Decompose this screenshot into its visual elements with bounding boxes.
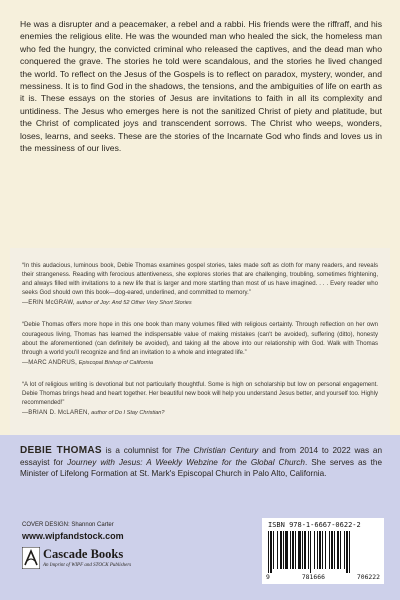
endorsement-quote: “A lot of religious writing is devotional but not particularly thoughtful. Some is high on scholarship but low on personal engagement. Debie Thomas brings head and heart together. Her beautiful new book will help you understand Jesus better, and yourself too. Highly recommended!” — [22, 381, 378, 407]
endorsement-quote: “In this audacious, luminous book, Debie Thomas examines gospel stories, tales made soft as cloth for many readers, and reveals their strangeness. Reading with ferocious attentiveness, she explores stories that are challenging, troubling, sometimes frightening, and always filled with invitations to a new life that is larger and more startling than most of us have imagined. . . . Every reader who seeks God should own this book—dog-eared, underlined, and committed to memory.” — [22, 263, 378, 297]
bio-publication: Journey with Jesus: A Weekly Webzine for the Global Church — [67, 457, 305, 467]
bio-text: is a columnist for — [101, 446, 176, 455]
barcode-bar — [340, 531, 341, 569]
barcode-bar — [268, 531, 269, 573]
barcode-bar — [304, 531, 306, 569]
author-bio — [20, 445, 382, 480]
endorsement-attribution — [22, 359, 378, 368]
barcode-bar — [346, 531, 348, 573]
barcode-bar — [280, 531, 282, 569]
endorsement-attribution — [22, 299, 378, 308]
cover-design-credit: COVER DESIGN: Shannon Carter — [22, 522, 114, 528]
barcode-bar — [349, 531, 350, 573]
barcode-bar — [337, 531, 339, 569]
barcode-bar — [308, 531, 309, 569]
barcode-bar — [331, 531, 333, 569]
endorsement-quote: “Debie Thomas offers more hope in this one book than many volumes filled with religious certainty. Through reflection on her own courageous living, Thomas has learned the indispensable value of making mistakes (can't be avoided), suffering (ditto), honesty about the aforementioned (can definitely be avoided), and taking all the above into our relationship with God. Walk with Thomas through a world you'll recognize and find an invitation to a whole and integrated life.” — [22, 322, 378, 356]
barcode-digit-group: 706222 — [356, 573, 380, 581]
book-summary: He was a disrupter and a peacemaker, a rebel and a rabbi. His friends were the riffraff, and his enemies the religious elite. He was the wounded man who healed the sick, the homeless man who fed the hungry, the convicted criminal who released the captives, and the dead man who conquered the grave. The stories he told were scandalous, and the stories he lived changed the world. To reflect on the Jesus of the Gospels is to reflect on paradox, mystery, wonder, and messiness. It is to find God in the shadows, the tensions, and the ambiguities of life on earth as it is. These essays on the stories of Jesus are invitations to faith in all its complexity and untidiness. The Jesus who emerges here is not the sanitized Christ of piety and platitude, but the Christ of complicated joys and transcendent sorrows. The Christ who weeps, wonders, loses, learns, and seeks. These are the stories of the Incarnate God who finds and loves us in the messiness of our lives. — [20, 19, 382, 154]
barcode-bar — [322, 531, 323, 569]
endorser-name: —MARC ANDRUS, — [22, 359, 78, 366]
barcode-bar — [317, 531, 318, 569]
publisher-name: Cascade Books — [43, 547, 124, 561]
barcode-digit-group: 9 — [266, 573, 270, 581]
author-name: DEBIE THOMAS — [20, 445, 102, 456]
endorsement — [22, 381, 378, 418]
publisher-tagline: An Imprint of WIPF and STOCK Publishers — [43, 563, 132, 568]
barcode-bar — [329, 531, 330, 569]
bio-publication: The Christian Century — [175, 446, 259, 455]
barcode-bar — [314, 531, 315, 569]
barcode-bar — [319, 531, 321, 569]
barcode-bar — [292, 531, 294, 569]
barcode-bar — [290, 531, 291, 569]
barcode-bar — [273, 531, 274, 569]
barcode-bar — [344, 531, 345, 569]
isbn-label: ISBN 978-1-6667-0622-2 — [268, 521, 361, 529]
endorsements — [22, 262, 378, 431]
bio-text: . She serves as the Minister of Lifelong Formation at St. Mark's Episcopal Church in Palo Alto, California. — [20, 457, 382, 479]
barcode-icon — [266, 531, 380, 573]
barcode-bar — [310, 531, 311, 573]
endorsement — [22, 321, 378, 367]
barcode-bar — [270, 531, 272, 573]
endorser-role: author of Joy: And 52 Other Very Short Stories — [76, 300, 192, 307]
isbn-barcode — [262, 518, 384, 584]
barcode-bar — [277, 531, 278, 569]
bio-text: and from 2014 to 2022 was an essayist for — [20, 446, 382, 467]
endorsement — [22, 262, 378, 308]
publisher-logo — [22, 545, 142, 575]
barcode-bar — [334, 531, 335, 569]
barcode-digit-group: 781666 — [301, 573, 325, 581]
endorser-role: author of Do I Stay Christian? — [91, 410, 165, 417]
endorsement-attribution — [22, 409, 378, 418]
publisher-website[interactable]: www.wipfandstock.com — [22, 531, 124, 541]
barcode-bar — [283, 531, 284, 569]
barcode-bar — [302, 531, 303, 569]
endorser-name: —BRIAN D. McLAREN, — [22, 410, 90, 417]
endorser-role: Episcopal Bishop of California — [78, 359, 154, 366]
cascade-logo-icon — [22, 547, 40, 569]
barcode-bar — [285, 531, 288, 569]
barcode-bar — [295, 531, 296, 569]
barcode-bar — [325, 531, 326, 569]
barcode-bar — [298, 531, 301, 569]
endorser-name: —ERIN McGRAW, — [22, 300, 75, 307]
barcode-digits — [266, 573, 380, 581]
